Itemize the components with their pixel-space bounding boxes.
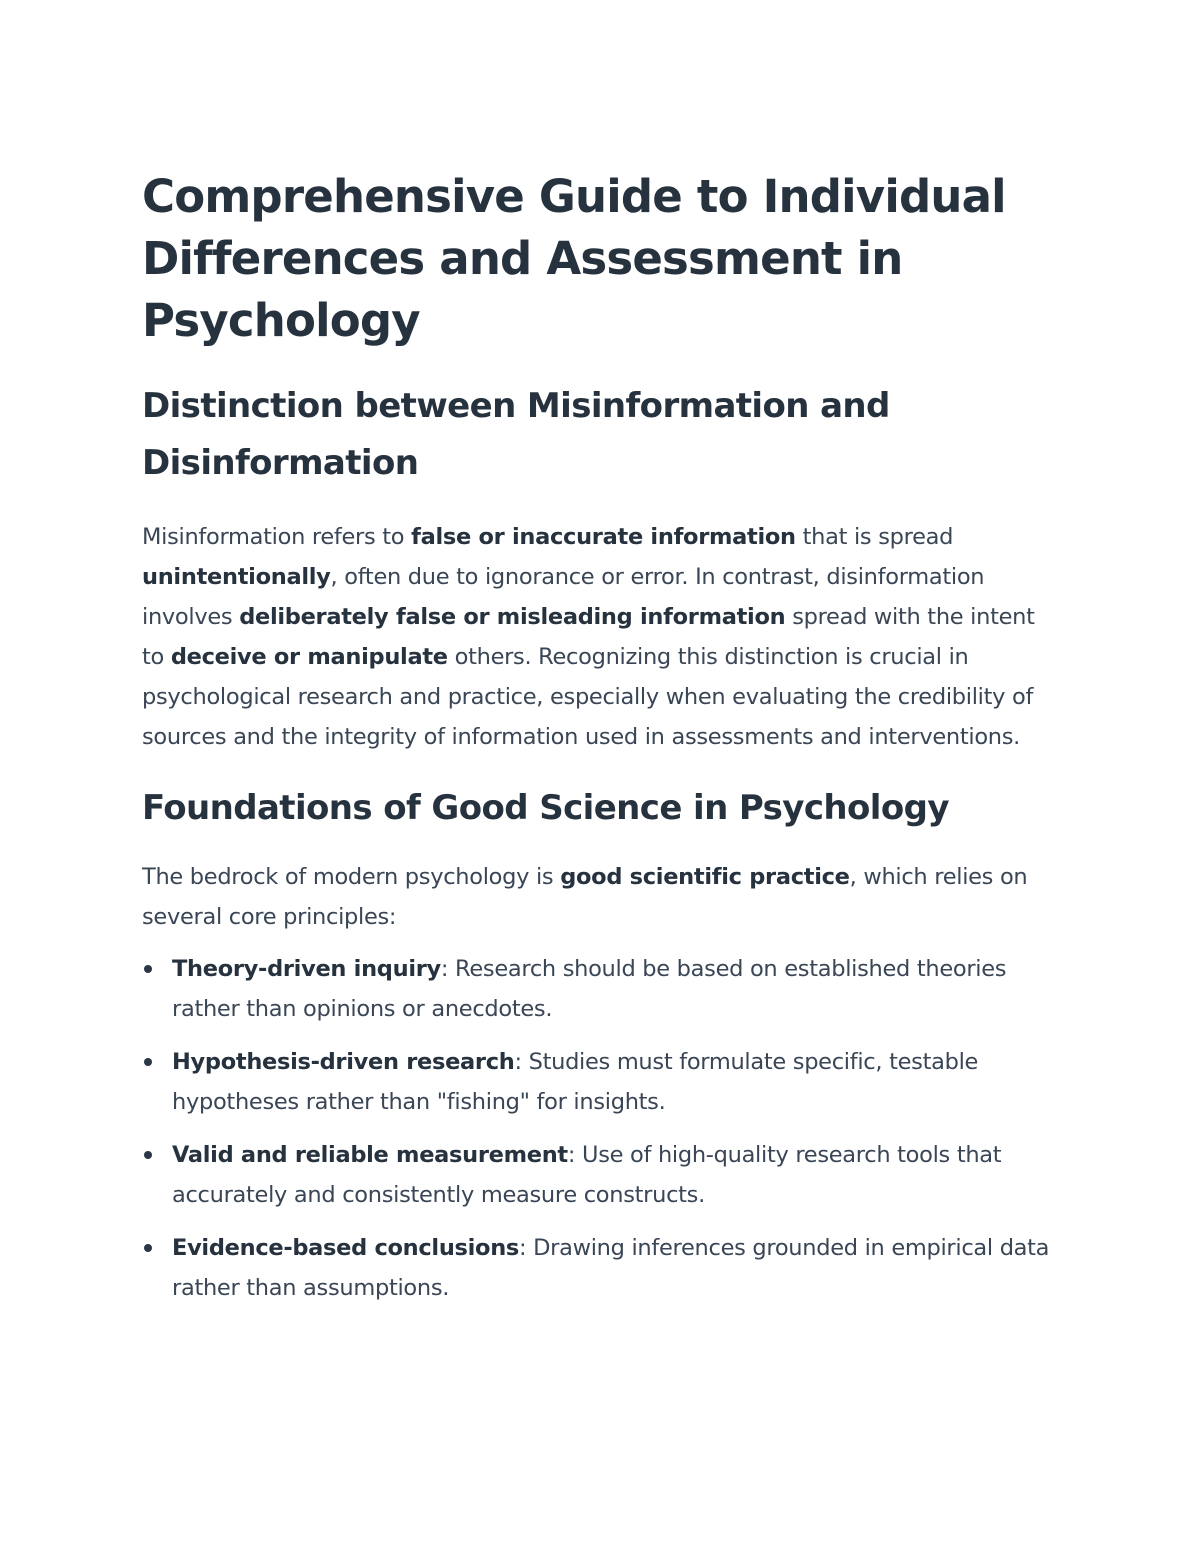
list-item-text: : Use of high-quality research tools that accurately and consistently measure constructs. — [172, 1142, 1002, 1208]
document-page — [142, 166, 1062, 1321]
list-item-term: Valid and reliable measurement — [172, 1142, 568, 1168]
text-run: Misinformation refers to — [142, 524, 412, 550]
bold-run: deceive or manipulate — [170, 644, 448, 670]
text-run: others. Recognizing this distinction is crucial in psychological research and practice, especially when evaluating the credibility of sources and the integrity of information used in assessments and interventions. — [142, 644, 1034, 750]
text-run: , often due to ignorance or error. In contrast, disinformation involves — [142, 564, 985, 630]
bullet-dot-icon — [144, 1244, 152, 1252]
list-item — [142, 949, 1062, 1029]
list-item-text: : Drawing inferences grounded in empirical data rather than assumptions. — [172, 1235, 1050, 1301]
principles-list — [142, 949, 1062, 1308]
list-item — [142, 1135, 1062, 1215]
list-item — [142, 1228, 1062, 1308]
bullet-dot-icon — [144, 1058, 152, 1066]
list-item-text: : Studies must formulate specific, testable hypotheses rather than "fishing" for insights. — [172, 1049, 979, 1115]
list-item — [142, 1042, 1062, 1122]
bold-run: good scientific practice — [560, 864, 850, 890]
paragraph-foundations — [142, 857, 1062, 937]
list-item-term: Evidence-based conclusions — [172, 1235, 520, 1261]
list-item-term: Theory-driven inquiry — [172, 956, 441, 982]
text-run: spread with the intent to — [142, 604, 1035, 670]
bullet-dot-icon — [144, 965, 152, 973]
paragraph-distinction — [142, 517, 1062, 757]
bold-run: false or inaccurate information — [411, 524, 796, 550]
bold-run: unintentionally — [142, 564, 331, 590]
text-run: that is spread — [795, 524, 954, 550]
section-heading-distinction: Distinction between Misinformation and Disinformation — [142, 386, 890, 483]
list-item-term: Hypothesis-driven research — [172, 1049, 515, 1075]
text-run: The bedrock of modern psychology is — [142, 864, 561, 890]
page-title: Comprehensive Guide to Individual Differences and Assessment in Psychology — [142, 170, 1006, 347]
bold-run: deliberately false or misleading information — [239, 604, 786, 630]
text-run: , which relies on several core principles: — [142, 864, 1028, 930]
list-item-text: : Research should be based on established theories rather than opinions or anecdotes. — [172, 956, 1007, 1022]
section-heading-foundations: Foundations of Good Science in Psychology — [142, 788, 949, 828]
bullet-dot-icon — [144, 1151, 152, 1159]
